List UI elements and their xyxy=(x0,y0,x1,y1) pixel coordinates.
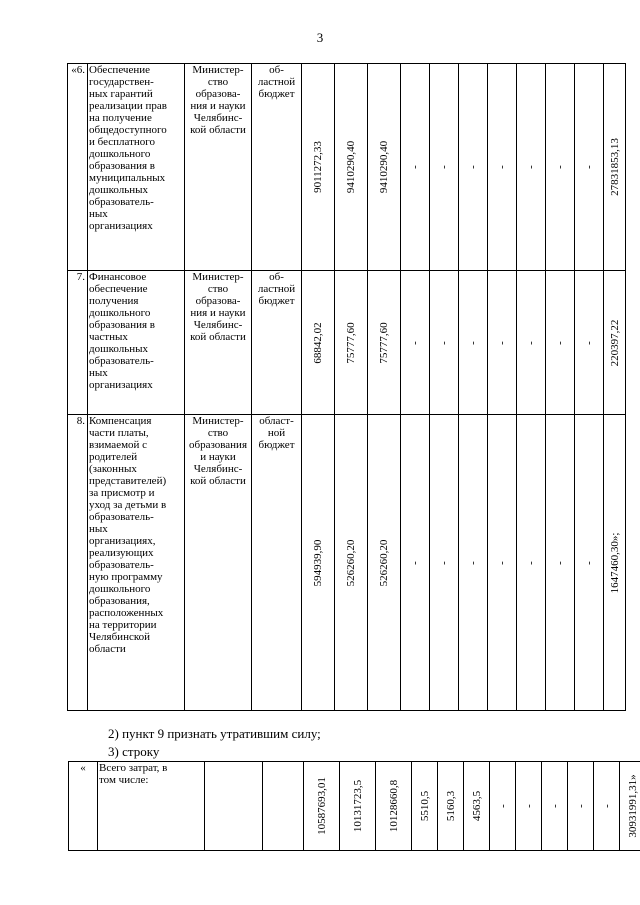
executor-line: и науки xyxy=(200,451,236,463)
total-value-cell xyxy=(304,762,340,851)
empty-value: - xyxy=(525,165,537,169)
activity-name-line: получения xyxy=(89,295,139,307)
executor-line: ство xyxy=(207,283,229,295)
total-value-cell xyxy=(412,762,438,851)
value-total-cell xyxy=(604,64,626,271)
empty-value-cell xyxy=(488,271,517,415)
value-year-3: 526260,20 xyxy=(378,539,390,586)
executor-line: Министер- xyxy=(192,415,244,427)
activity-name-line: на получение xyxy=(89,112,152,124)
empty-value: - xyxy=(525,560,537,565)
table-row xyxy=(68,64,626,271)
empty-value: - xyxy=(583,340,595,345)
empty-value-cell xyxy=(575,64,604,271)
empty-value: - xyxy=(496,340,508,345)
activity-name-line: частных xyxy=(89,331,128,343)
program-table xyxy=(67,63,626,711)
funding-source-line: об- xyxy=(269,271,284,283)
executor xyxy=(185,64,252,271)
activity-name-line: дошкольного xyxy=(89,583,151,595)
activity-name-line: общедоступного xyxy=(89,124,167,136)
activity-name-line: обеспечение xyxy=(89,283,148,295)
empty-value: - xyxy=(496,560,508,565)
empty-value-cell xyxy=(459,271,488,415)
value-year-3-cell xyxy=(368,64,401,271)
empty-value-cell xyxy=(575,271,604,415)
funding-source-line: бюджет xyxy=(258,295,295,307)
activity-name-line: и бесплатного xyxy=(89,136,156,148)
table-row xyxy=(68,415,626,711)
empty-value: - xyxy=(554,560,566,565)
activity-name-line: дошкольных xyxy=(89,184,148,196)
empty-value: - xyxy=(554,165,566,169)
value-total: 1647460,30»; xyxy=(608,532,621,593)
executor-line: ство xyxy=(207,76,229,88)
executor-line: кой области xyxy=(190,331,246,343)
activity-name-line: родителей xyxy=(89,451,138,463)
value-year-3-cell xyxy=(368,271,401,415)
empty-value-cell xyxy=(401,415,430,711)
executor-line: ния и науки xyxy=(190,100,246,112)
row-number: 7. xyxy=(68,271,88,415)
activity-name-line: Обеспечение xyxy=(89,64,150,76)
activity-name-line: (законных xyxy=(89,463,137,475)
value-year-3-cell xyxy=(368,415,401,711)
empty-value: - xyxy=(467,560,479,565)
activity-name-line: ных xyxy=(89,367,108,379)
funding-source-line: об- xyxy=(269,64,284,76)
empty-value: - xyxy=(496,165,508,169)
empty-value-cell xyxy=(430,64,459,271)
value-year-2-cell xyxy=(335,415,368,711)
value-year-1: 9011272,33 xyxy=(312,141,324,193)
total-value-cell xyxy=(594,762,620,851)
total-value-cell xyxy=(376,762,412,851)
activity-name xyxy=(88,271,185,415)
empty-value-cell xyxy=(546,415,575,711)
activity-name-line: уход за детьми в xyxy=(89,499,167,511)
empty-value: - xyxy=(409,560,421,565)
grand-total-cell xyxy=(620,762,640,851)
funding-source-line: бюджет xyxy=(258,88,295,100)
activity-name-line: Челябинской xyxy=(89,631,151,643)
empty-value: - xyxy=(438,340,450,345)
empty-value: - xyxy=(409,340,421,345)
total-value: 5160,3 xyxy=(444,790,457,822)
value-year-1-cell xyxy=(302,415,335,711)
total-label xyxy=(98,762,205,851)
empty-cell xyxy=(205,762,263,851)
executor-line: образова- xyxy=(195,295,241,307)
activity-name-line: организациях xyxy=(89,379,153,391)
funding-source-line: ной xyxy=(267,427,286,439)
value-year-2: 526260,20 xyxy=(345,539,357,586)
activity-name-line: за присмотр и xyxy=(89,487,155,499)
empty-value-cell xyxy=(430,271,459,415)
executor-line: Министер- xyxy=(192,271,244,283)
empty-value: - xyxy=(554,340,566,345)
row-number: 8. xyxy=(68,415,88,711)
total-value-cell xyxy=(568,762,594,851)
funding-source-line: бюджет xyxy=(258,439,295,451)
total-value: 10131723,5 xyxy=(351,779,364,833)
funding-source-line: област- xyxy=(259,415,294,427)
funding-source xyxy=(252,415,302,711)
total-value: - xyxy=(496,804,509,808)
activity-name-line: государствен- xyxy=(89,76,154,88)
activity-name-line: Финансовое xyxy=(89,271,147,283)
activity-name-line: дошкольного xyxy=(89,148,151,160)
total-value: 4563,5 xyxy=(470,790,483,822)
funding-source-line: ластной xyxy=(257,76,296,88)
empty-value: - xyxy=(583,560,595,565)
activity-name-line: образования в xyxy=(89,160,155,172)
executor-line: кой области xyxy=(190,475,246,487)
empty-value: - xyxy=(525,340,537,345)
activity-name-line: реализации прав xyxy=(89,100,167,112)
total-value: 10128660,8 xyxy=(387,779,400,833)
empty-value-cell xyxy=(546,64,575,271)
total-value-cell xyxy=(490,762,516,851)
table-row xyxy=(68,271,626,415)
executor-line: ство xyxy=(207,427,229,439)
empty-value-cell xyxy=(459,415,488,711)
value-year-3: 9410290,40 xyxy=(378,140,390,194)
empty-value: - xyxy=(438,165,450,169)
activity-name-line: ную программу xyxy=(89,571,163,583)
activity-name-line: дошкольного xyxy=(89,307,151,319)
total-label-line: том числе: xyxy=(99,774,149,786)
value-total: 27831853,13 xyxy=(608,138,621,196)
value-year-1-cell xyxy=(302,64,335,271)
opening-quote: « xyxy=(69,762,98,851)
empty-value-cell xyxy=(488,415,517,711)
value-year-1-cell xyxy=(302,271,335,415)
activity-name-line: образователь- xyxy=(89,196,154,208)
executor-line: образования xyxy=(188,439,248,451)
total-value: - xyxy=(548,804,561,808)
total-value: - xyxy=(522,804,535,808)
value-year-2-cell xyxy=(335,64,368,271)
activity-name-line: реализующих xyxy=(89,547,154,559)
value-year-1: 68842,02 xyxy=(312,321,324,364)
total-value-cell xyxy=(516,762,542,851)
activity-name xyxy=(88,415,185,711)
activity-name-line: образования, xyxy=(89,595,150,607)
value-total-cell xyxy=(604,415,626,711)
empty-value-cell xyxy=(401,271,430,415)
executor-line: Министер- xyxy=(192,64,244,76)
activity-name-line: образователь- xyxy=(89,355,154,367)
activity-name-line: взимаемой с xyxy=(89,439,148,451)
activity-name-line: образователь- xyxy=(89,511,154,523)
empty-value-cell xyxy=(459,64,488,271)
activity-name-line: на территории xyxy=(89,619,157,631)
empty-value-cell xyxy=(517,415,546,711)
activity-name-line: муниципальных xyxy=(89,172,166,184)
executor-line: Челябинс- xyxy=(193,463,243,475)
executor xyxy=(185,415,252,711)
total-value: - xyxy=(600,804,613,808)
empty-value-cell xyxy=(488,64,517,271)
executor-line: Челябинс- xyxy=(193,319,243,331)
total-value: 10587693,01 xyxy=(315,777,328,835)
value-year-3: 75777,60 xyxy=(378,321,390,364)
activity-name-line: организациях xyxy=(89,220,153,232)
paragraph-item-2: 2) пункт 9 признать утратившим силу; xyxy=(108,726,321,741)
activity-name-line: области xyxy=(89,643,126,655)
value-year-2: 75777,60 xyxy=(345,321,357,364)
empty-value: - xyxy=(409,165,421,169)
total-value-cell xyxy=(542,762,568,851)
activity-name-line: представителей) xyxy=(89,475,167,487)
empty-value: - xyxy=(467,340,479,345)
empty-value-cell xyxy=(546,271,575,415)
value-year-2-cell xyxy=(335,271,368,415)
activity-name-line: ных xyxy=(89,523,108,535)
value-year-1: 594939,90 xyxy=(312,539,324,586)
activity-name-line: образования в xyxy=(89,319,155,331)
activity-name-line: образователь- xyxy=(89,559,154,571)
empty-value: - xyxy=(467,165,479,169)
activity-name xyxy=(88,64,185,271)
total-value-cell xyxy=(340,762,376,851)
empty-value: - xyxy=(583,165,595,169)
funding-source xyxy=(252,64,302,271)
value-total-cell xyxy=(604,271,626,415)
row-number: «6. xyxy=(68,64,88,271)
funding-source xyxy=(252,271,302,415)
empty-value-cell xyxy=(401,64,430,271)
executor-line: Челябинс- xyxy=(193,112,243,124)
total-label-line: Всего затрат, в xyxy=(99,762,168,774)
total-value: - xyxy=(574,804,587,808)
activity-name-line: организациях, xyxy=(89,535,156,547)
value-total: 220397,22 xyxy=(608,319,621,366)
activity-name-line: ных xyxy=(89,208,108,220)
funding-source-line: ластной xyxy=(257,283,296,295)
activity-name-line: дошкольных xyxy=(89,343,148,355)
executor-line: ния и науки xyxy=(190,307,246,319)
total-value-cell xyxy=(438,762,464,851)
empty-value-cell xyxy=(517,64,546,271)
total-row-table xyxy=(68,761,640,851)
empty-value-cell xyxy=(430,415,459,711)
total-value: 5510,5 xyxy=(418,790,431,822)
executor xyxy=(185,271,252,415)
table-row xyxy=(69,762,640,851)
activity-name-line: Компенсация xyxy=(89,415,152,427)
page-number: 3 xyxy=(316,30,324,45)
activity-name-line: ных гарантий xyxy=(89,88,153,100)
empty-value: - xyxy=(438,560,450,565)
empty-value-cell xyxy=(575,415,604,711)
activity-name-line: части платы, xyxy=(89,427,149,439)
activity-name-line: расположенных xyxy=(89,607,164,619)
grand-total: 30931991,31» xyxy=(627,774,639,838)
total-value-cell xyxy=(464,762,490,851)
value-year-2: 9410290,40 xyxy=(345,140,357,194)
executor-line: кой области xyxy=(190,124,246,136)
executor-line: образова- xyxy=(195,88,241,100)
empty-value-cell xyxy=(517,271,546,415)
paragraph-item-3: 3) строку xyxy=(108,744,160,759)
empty-cell xyxy=(263,762,304,851)
